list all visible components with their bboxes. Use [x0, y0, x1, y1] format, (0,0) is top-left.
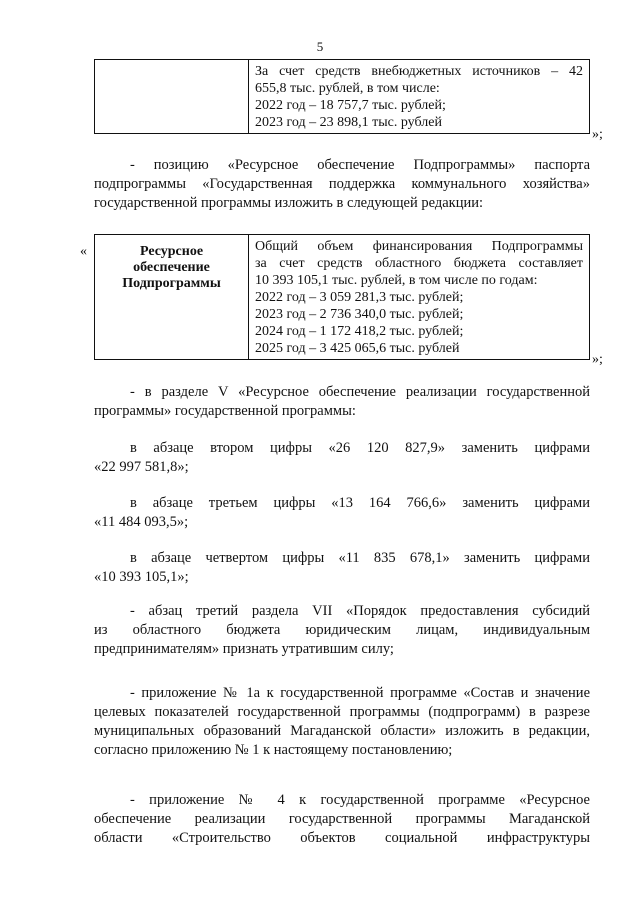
paragraph-line: - приложение № 1а к государственной программе «Состав и значение — [130, 685, 590, 701]
table2-left-line: Подпрограммы — [122, 276, 221, 291]
table1-right-cell — [249, 60, 590, 134]
paragraph-line: в абзаце третьем цифры «13 164 766,6» заменить цифрами — [130, 495, 590, 511]
table1-close-quote: »; — [592, 127, 603, 142]
paragraph-appendix-4 — [94, 791, 590, 848]
paragraph-line: - абзац третий раздела VII «Порядок предоставления субсидий — [130, 603, 590, 619]
paragraph-line: - приложение № 4 к государственной программе «Ресурсное — [130, 792, 590, 808]
paragraph-line: области «Строительство объектов социальной инфраструктуры — [94, 830, 590, 846]
paragraph-line: в абзаце четвертом цифры «11 835 678,1» заменить цифрами — [130, 550, 590, 566]
table2-right-cell — [249, 235, 590, 360]
paragraph-line: в абзаце втором цифры «26 120 827,9» заменить цифрами — [130, 440, 590, 456]
table2-close-quote: »; — [592, 352, 603, 367]
table2-left-cell — [95, 235, 249, 360]
paragraph-line: программы» государственной программы: — [94, 403, 356, 419]
table1-left-cell — [95, 60, 249, 134]
table2-line: за счет средств областного бюджета составляет — [255, 256, 583, 271]
paragraph-line: согласно приложению № 1 к настоящему постановлению; — [94, 742, 453, 758]
paragraph-line: муниципальных образований Магаданской области» изложить в редакции, — [94, 723, 590, 739]
paragraph-section-v — [94, 383, 590, 421]
table2-open-quote: « — [80, 244, 87, 259]
table2-line: 2024 год – 1 172 418,2 тыс. рублей; — [255, 324, 464, 339]
table1-line: 2022 год – 18 757,7 тыс. рублей; — [255, 98, 446, 113]
paragraph-line: обеспечение реализации государственной программы Магаданской — [94, 811, 590, 827]
funding-table-continuation — [94, 59, 590, 134]
table1-line: За счет средств внебюджетных источников – 42 — [255, 64, 583, 79]
paragraph-abzac-fourth — [94, 549, 590, 587]
table2-line: 2025 год – 3 425 065,6 тыс. рублей — [255, 341, 460, 356]
table2-left-line: обеспечение — [133, 260, 210, 275]
table2-left-line: Ресурсное — [139, 244, 204, 259]
resource-provision-table — [94, 234, 590, 360]
paragraph-line: государственной программы изложить в следующей редакции: — [94, 195, 484, 211]
table2-line: 10 393 105,1 тыс. рублей, в том числе по годам: — [255, 273, 538, 288]
paragraph-line: - позицию «Ресурсное обеспечение Подпрограммы» паспорта — [130, 157, 590, 173]
paragraph-abzac-third — [94, 494, 590, 532]
paragraph-line: предпринимателям» признать утратившим силу; — [94, 641, 394, 657]
paragraph-line: «11 484 093,5»; — [94, 514, 189, 530]
table1-line: 655,8 тыс. рублей, в том числе: — [255, 81, 440, 96]
page-number: 5 — [316, 39, 324, 54]
table2-line: Общий объем финансирования Подпрограммы — [255, 239, 583, 254]
table2-line: 2022 год – 3 059 281,3 тыс. рублей; — [255, 290, 464, 305]
table2-line: 2023 год – 2 736 340,0 тыс. рублей; — [255, 307, 464, 322]
table1-line: 2023 год – 23 898,1 тыс. рублей — [255, 115, 442, 130]
paragraph-line: - в разделе V «Ресурсное обеспечение реализации государственной — [130, 384, 590, 400]
paragraph-line: «10 393 105,1»; — [94, 569, 189, 585]
paragraph-line: целевых показателей государственной программы (подпрограмм) в разрезе — [94, 704, 590, 720]
paragraph-line: подпрограммы «Государственная поддержка коммунального хозяйства» — [94, 176, 590, 192]
paragraph-appendix-1a — [94, 684, 590, 760]
paragraph-section-vii — [94, 602, 590, 659]
paragraph-abzac-second — [94, 439, 590, 477]
paragraph-position-change — [94, 156, 590, 213]
paragraph-line: из областного бюджета юридическим лицам, индивидуальным — [94, 622, 590, 638]
paragraph-line: «22 997 581,8»; — [94, 459, 189, 475]
